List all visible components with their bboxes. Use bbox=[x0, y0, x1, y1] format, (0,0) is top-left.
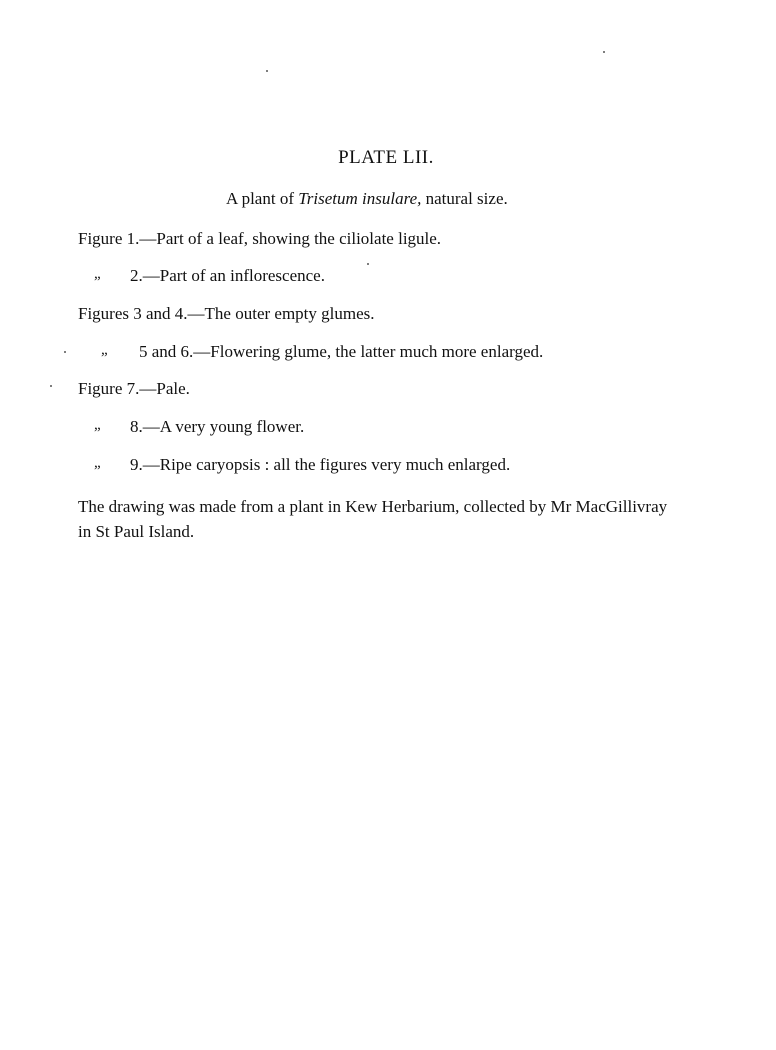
subtitle-prefix: A plant of bbox=[226, 189, 299, 208]
figure-text: —A very young flower. bbox=[142, 417, 305, 436]
figure-entry-2 bbox=[130, 266, 325, 286]
figure-entry-1 bbox=[78, 229, 441, 249]
print-speck bbox=[603, 51, 605, 53]
plate-title bbox=[0, 147, 776, 169]
figure-lead: 5 and 6. bbox=[139, 342, 194, 361]
drawing-note bbox=[78, 494, 738, 544]
figure-text: —Flowering glume, the latter much more enlarged. bbox=[193, 342, 544, 361]
figure-lead: Figure 7. bbox=[78, 379, 140, 398]
figure-text: —Part of an inflorescence. bbox=[142, 266, 325, 285]
figure-text: —Ripe caryopsis : all the figures very much enlarged. bbox=[142, 455, 511, 474]
subtitle-suffix: natural size. bbox=[421, 189, 508, 208]
figure-text: —The outer empty glumes. bbox=[187, 304, 375, 323]
figure-entry-7 bbox=[78, 379, 190, 399]
figure-entry-8 bbox=[130, 417, 304, 437]
plate-title-text: PLATE LII. bbox=[338, 147, 434, 168]
figure-lead: Figures 3 and 4. bbox=[78, 304, 188, 323]
ditto-mark: „ bbox=[94, 455, 101, 471]
figure-entry-9 bbox=[130, 455, 510, 475]
note-line-1: The drawing was made from a plant in Kew Herbarium, collected by Mr MacGillivray bbox=[78, 497, 668, 516]
figure-lead: 2. bbox=[130, 266, 143, 285]
ditto-mark: „ bbox=[94, 417, 101, 433]
figure-lead: Figure 1. bbox=[78, 229, 140, 248]
figure-text: —Part of a leaf, showing the ciliolate ligule. bbox=[139, 229, 442, 248]
print-speck bbox=[266, 70, 268, 72]
figure-lead: 8. bbox=[130, 417, 143, 436]
figure-text: —Pale. bbox=[139, 379, 190, 398]
figure-entry-5-6 bbox=[139, 342, 543, 362]
print-speck bbox=[64, 351, 66, 353]
ditto-mark: „ bbox=[94, 266, 101, 282]
print-speck bbox=[367, 263, 369, 265]
note-line-2: in St Paul Island. bbox=[78, 522, 195, 541]
species-name: Trisetum insulare, bbox=[298, 189, 422, 208]
ditto-mark: „ bbox=[101, 342, 108, 358]
print-speck bbox=[50, 385, 52, 387]
plate-subtitle bbox=[226, 189, 508, 209]
figure-lead: 9. bbox=[130, 455, 143, 474]
figure-entry-3-4 bbox=[78, 304, 375, 324]
